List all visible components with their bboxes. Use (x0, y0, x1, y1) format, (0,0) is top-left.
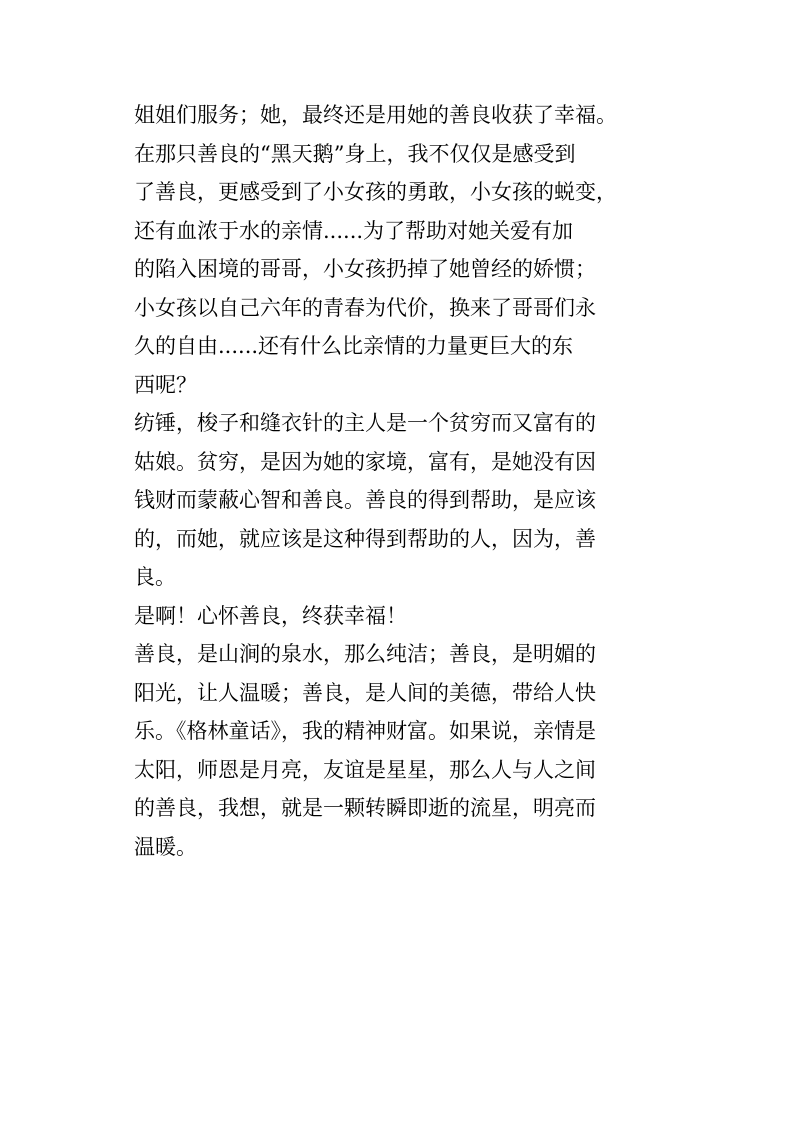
text-line: 纺锤，梭子和缝衣针的主人是一个贫穷而又富有的 (134, 411, 596, 435)
text-line: 在那只善良的“黑天鹅”身上，我不仅仅是感受到 (134, 141, 576, 166)
text-line: 温暖。 (134, 834, 197, 859)
text-line: 的善良，我想，就是一颗转瞬即逝的流星，明亮而 (134, 796, 596, 820)
text-line: 还有血浓于水的亲情......为了帮助对她关爱有加 (134, 218, 574, 243)
text-line: 的，而她，就应该是这种得到帮助的人，因为，善 (134, 526, 596, 551)
essay-body (134, 96, 694, 866)
text-line: 小女孩以自己六年的青春为代价，换来了哥哥们永 (134, 295, 596, 320)
text-line: 姑娘。贫穷，是因为她的家境，富有，是她没有因 (134, 449, 596, 474)
text-line: 的陷入困境的哥哥，小女孩扔掉了她曾经的娇惯； (134, 257, 596, 281)
text-line: 阳光，让人温暖；善良，是人间的美德，带给人快 (134, 680, 596, 705)
text-line: 太阳，师恩是月亮，友谊是星星，那么人与人之间 (134, 757, 596, 782)
text-line: 是啊！心怀善良，终获幸福！ (134, 603, 407, 628)
text-line: 了善良，更感受到了小女孩的勇敢，小女孩的蜕变， (134, 180, 617, 204)
text-line: 西呢？ (134, 372, 197, 397)
text-line: 善良，是山涧的泉水，那么纯洁；善良，是明媚的 (134, 642, 596, 666)
text-line: 姐姐们服务；她，最终还是用她的善良收获了幸福。 (134, 103, 617, 127)
text-line: 良。 (134, 565, 176, 589)
text-line: 钱财而蒙蔽心智和善良。善良的得到帮助，是应该 (134, 488, 596, 512)
text-line: 乐。《格林童话》，我的精神财富。如果说，亲情是 (134, 719, 596, 743)
text-line: 久的自由......还有什么比亲情的力量更巨大的东 (134, 334, 574, 358)
